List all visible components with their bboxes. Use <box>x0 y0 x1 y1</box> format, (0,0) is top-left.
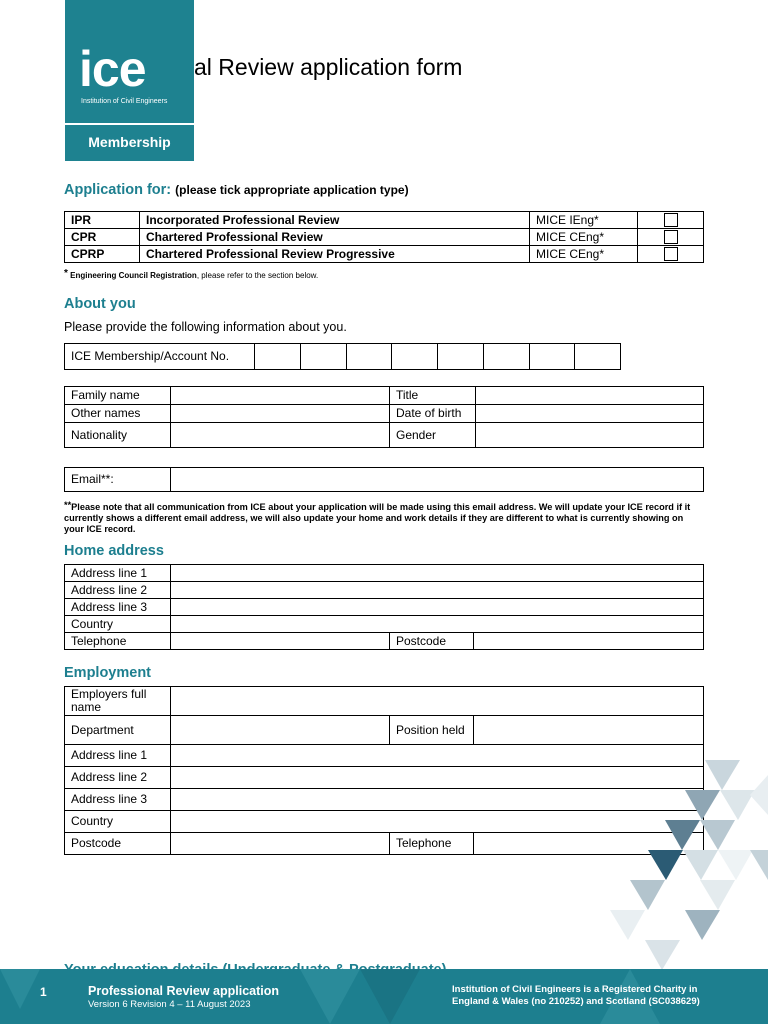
title-field[interactable] <box>476 387 704 405</box>
nationality-field[interactable] <box>171 423 390 448</box>
email-note-text: Please note that all communication from ICE about your application will be made using this email address. We will update your ICE record if it currently shows a different email address, we will also update your home and work details if they are different to what is currently showing on your ICE record. <box>64 502 691 534</box>
logo-subtitle: Institution of Civil Engineers <box>81 98 168 105</box>
table-row <box>65 246 704 263</box>
about-heading: About you <box>64 296 136 312</box>
membership-digit-field[interactable] <box>346 344 392 370</box>
app-grade: MICE IEng* <box>530 212 638 229</box>
triangle-pattern-decoration <box>600 755 768 980</box>
app-code: CPR <box>65 229 140 246</box>
ipr-checkbox[interactable] <box>664 213 678 227</box>
table-row <box>65 565 704 582</box>
page-footer <box>0 969 768 1024</box>
home-line2-field[interactable] <box>171 582 704 599</box>
work-line1-label: Address line 1 <box>65 745 171 767</box>
home-address-table <box>64 564 704 650</box>
app-name: Chartered Professional Review <box>140 229 530 246</box>
work-postcode-field[interactable] <box>171 833 390 855</box>
app-checkbox-cell[interactable] <box>638 212 704 229</box>
home-telephone-field[interactable] <box>171 633 390 650</box>
table-row <box>65 599 704 616</box>
application-type-table <box>64 211 704 263</box>
employer-field[interactable] <box>171 687 704 716</box>
family-name-label: Family name <box>65 387 171 405</box>
charity-line-2: England & Wales (no 210252) and Scotland (SC038629) <box>452 996 700 1007</box>
cprp-checkbox[interactable] <box>664 247 678 261</box>
home-postcode-label: Postcode <box>390 633 474 650</box>
home-postcode-field[interactable] <box>474 633 704 650</box>
home-line1-label: Address line 1 <box>65 565 171 582</box>
membership-number-table <box>64 343 621 370</box>
app-checkbox-cell[interactable] <box>638 246 704 263</box>
footer-charity <box>452 984 742 1008</box>
home-line2-label: Address line 2 <box>65 582 171 599</box>
footer-title: Professional Review application <box>88 984 280 998</box>
app-checkbox-cell[interactable] <box>638 229 704 246</box>
membership-label: ICE Membership/Account No. <box>65 344 255 370</box>
ice-logo <box>65 0 194 161</box>
app-code: CPRP <box>65 246 140 263</box>
application-heading-text: Application for: <box>64 182 172 198</box>
work-line2-label: Address line 2 <box>65 767 171 789</box>
logo-membership: Membership <box>88 134 171 150</box>
membership-digit-field[interactable] <box>392 344 438 370</box>
page-number: 1 <box>40 985 47 999</box>
work-telephone-label: Telephone <box>390 833 474 855</box>
page-title: al Review application form <box>194 54 463 80</box>
email-field[interactable] <box>171 468 704 492</box>
table-row <box>65 229 704 246</box>
table-row <box>65 687 704 716</box>
footnote-bold: Engineering Council Registration <box>70 271 197 280</box>
department-field[interactable] <box>171 716 390 745</box>
email-table <box>64 467 704 492</box>
application-instruction: (please tick appropriate application type) <box>175 183 409 197</box>
employment-heading: Employment <box>64 665 152 681</box>
table-row <box>65 633 704 650</box>
app-code: IPR <box>65 212 140 229</box>
email-note-mark: ** <box>64 500 72 510</box>
other-names-label: Other names <box>65 405 171 423</box>
footnote-text: , please refer to the section below. <box>196 271 319 280</box>
table-row <box>65 423 704 448</box>
membership-digit-field[interactable] <box>529 344 575 370</box>
table-row <box>65 582 704 599</box>
cpr-checkbox[interactable] <box>664 230 678 244</box>
table-row <box>65 468 704 492</box>
gender-label: Gender <box>390 423 476 448</box>
app-grade: MICE CEng* <box>530 246 638 263</box>
app-name: Incorporated Professional Review <box>140 212 530 229</box>
app-name: Chartered Professional Review Progressive <box>140 246 530 263</box>
table-row <box>65 344 621 370</box>
position-label: Position held <box>390 716 474 745</box>
footnote-mark: * <box>64 268 68 279</box>
home-line3-label: Address line 3 <box>65 599 171 616</box>
home-heading: Home address <box>64 543 164 559</box>
home-country-label: Country <box>65 616 171 633</box>
application-heading <box>64 182 409 198</box>
dob-field[interactable] <box>476 405 704 423</box>
work-country-label: Country <box>65 811 171 833</box>
title-label: Title <box>390 387 476 405</box>
charity-line-1: Institution of Civil Engineers is a Registered Charity in <box>452 984 698 995</box>
dob-label: Date of birth <box>390 405 476 423</box>
other-names-field[interactable] <box>171 405 390 423</box>
application-footnote <box>64 268 318 281</box>
department-label: Department <box>65 716 171 745</box>
about-intro: Please provide the following information about you. <box>64 320 347 334</box>
gender-field[interactable] <box>476 423 704 448</box>
membership-digit-field[interactable] <box>483 344 529 370</box>
logo-mark: ice <box>79 41 146 97</box>
footer-version: Version 6 Revision 4 – 11 August 2023 <box>88 999 251 1010</box>
home-line1-field[interactable] <box>171 565 704 582</box>
table-row <box>65 405 704 423</box>
membership-digit-field[interactable] <box>438 344 484 370</box>
home-line3-field[interactable] <box>171 599 704 616</box>
nationality-label: Nationality <box>65 423 171 448</box>
email-label: Email**: <box>65 468 171 492</box>
home-country-field[interactable] <box>171 616 704 633</box>
table-row <box>65 212 704 229</box>
table-row <box>65 716 704 745</box>
logo-divider <box>65 123 194 125</box>
membership-digit-field[interactable] <box>575 344 621 370</box>
app-grade: MICE CEng* <box>530 229 638 246</box>
membership-digit-field[interactable] <box>255 344 301 370</box>
email-note <box>64 500 704 535</box>
table-row <box>65 387 704 405</box>
employer-label: Employers full name <box>65 687 171 716</box>
home-telephone-label: Telephone <box>65 633 171 650</box>
work-postcode-label: Postcode <box>65 833 171 855</box>
work-line3-label: Address line 3 <box>65 789 171 811</box>
family-name-field[interactable] <box>171 387 390 405</box>
table-row <box>65 616 704 633</box>
membership-digit-field[interactable] <box>300 344 346 370</box>
position-field[interactable] <box>474 716 704 745</box>
personal-details-table <box>64 386 704 448</box>
